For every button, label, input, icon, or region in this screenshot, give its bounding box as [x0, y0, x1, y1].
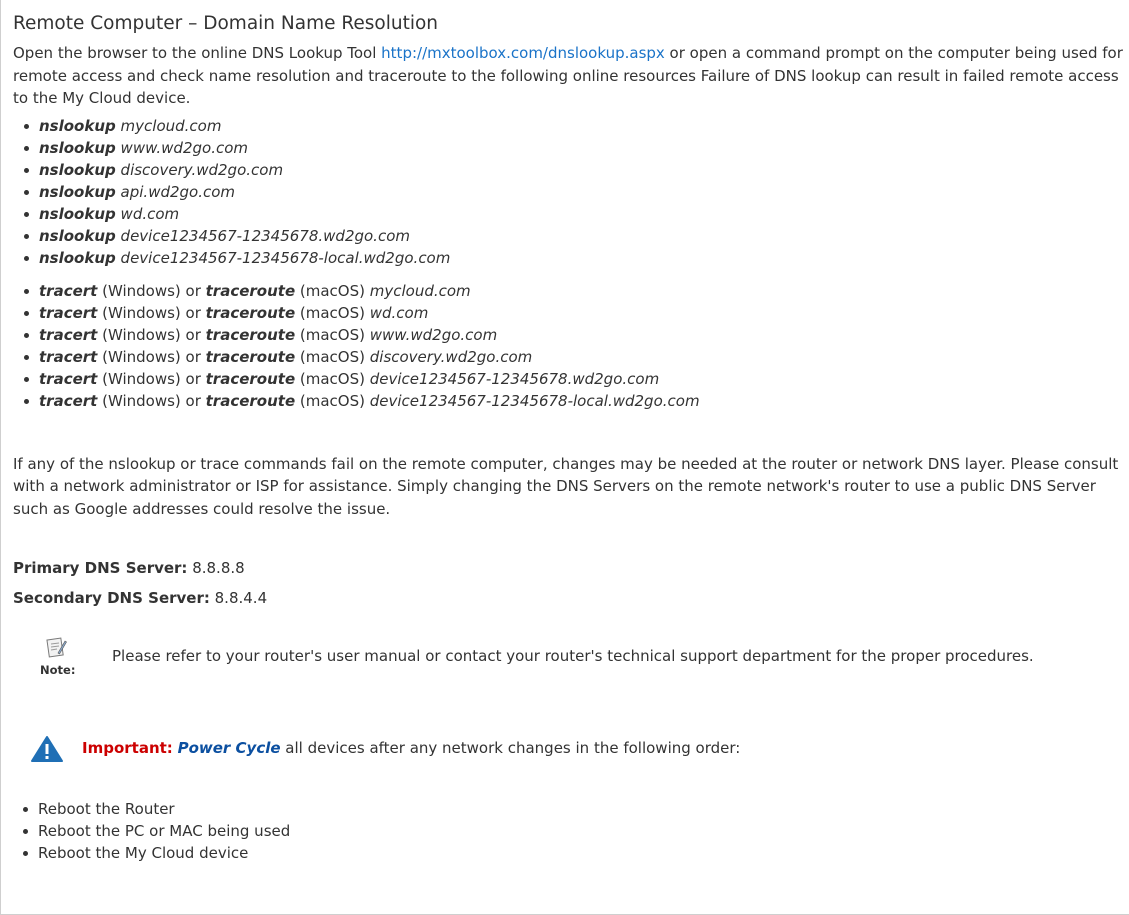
- hostname: device1234567-12345678.wd2go.com: [369, 369, 660, 388]
- primary-dns-label: Primary DNS Server:: [13, 559, 188, 577]
- primary-dns-value: 8.8.8.8: [187, 559, 245, 577]
- traceroute-command: traceroute: [205, 281, 296, 300]
- important-label: Important:: [82, 739, 173, 757]
- list-item: Reboot the PC or MAC being used: [22, 820, 1123, 842]
- article-content: [13, 10, 1123, 864]
- hostname: device1234567-12345678-local.wd2go.com: [120, 248, 451, 267]
- nslookup-command: nslookup: [39, 116, 116, 135]
- dns-lookup-link[interactable]: http://mxtoolbox.com/dnslookup.aspx: [381, 44, 665, 62]
- nslookup-command: nslookup: [39, 138, 116, 157]
- list-item: [23, 159, 1123, 181]
- tracert-command: tracert: [39, 325, 98, 344]
- tracert-command: tracert: [39, 347, 98, 366]
- list-item: [23, 137, 1123, 159]
- hostname: device1234567-12345678.wd2go.com: [120, 226, 410, 245]
- page-title: Remote Computer – Domain Name Resolution: [13, 13, 439, 34]
- macos-label: (macOS): [295, 281, 370, 300]
- list-item: [23, 368, 1123, 390]
- list-item: Reboot the My Cloud device: [22, 842, 1123, 864]
- note-label: Note:: [40, 663, 76, 677]
- list-item: [23, 115, 1123, 137]
- hostname: www.wd2go.com: [120, 138, 248, 157]
- hostname: mycloud.com: [120, 116, 222, 135]
- secondary-dns: [13, 587, 1123, 609]
- hostname: discovery.wd2go.com: [369, 347, 533, 366]
- secondary-dns-label: Secondary DNS Server:: [13, 589, 210, 607]
- windows-label: (Windows) or: [97, 347, 206, 366]
- macos-label: (macOS): [295, 325, 370, 344]
- macos-label: (macOS): [295, 369, 370, 388]
- list-item: [23, 302, 1123, 324]
- hostname: discovery.wd2go.com: [120, 160, 284, 179]
- notepad-icon: [44, 635, 68, 663]
- list-item: [23, 390, 1123, 412]
- important-text: [82, 737, 740, 759]
- list-item: Reboot the Router: [22, 798, 1123, 820]
- note-box: [13, 635, 1123, 683]
- tracert-command: tracert: [39, 281, 98, 300]
- important-box: [13, 733, 1123, 763]
- traceroute-command: traceroute: [205, 369, 296, 388]
- list-item: [23, 181, 1123, 203]
- power-cycle-link[interactable]: Power Cycle: [177, 739, 281, 757]
- primary-dns: [13, 557, 1123, 579]
- nslookup-list: [13, 115, 1123, 269]
- hostname: api.wd2go.com: [120, 182, 236, 201]
- hostname: mycloud.com: [369, 281, 471, 300]
- failure-paragraph: If any of the nslookup or trace commands fail on the remote computer, changes may be needed at the router or network DNS layer. Please consult with a network administrator or ISP for assistance. Simply changing the DNS Servers on the remote network's router to use a public DNS Server such as Google addresses could resolve the issue.: [13, 454, 1119, 518]
- hostname: www.wd2go.com: [369, 325, 498, 344]
- nslookup-command: nslookup: [39, 248, 116, 267]
- hostname: wd.com: [369, 303, 429, 322]
- tracert-command: tracert: [39, 369, 98, 388]
- intro-text-before: Open the browser to the online DNS Lookup Tool: [13, 44, 382, 62]
- windows-label: (Windows) or: [97, 303, 206, 322]
- traceroute-command: traceroute: [205, 391, 296, 410]
- note-text: Please refer to your router's user manual or contact your router's technical support department for the proper procedures.: [112, 647, 1034, 665]
- windows-label: (Windows) or: [97, 325, 206, 344]
- hostname: device1234567-12345678-local.wd2go.com: [369, 391, 700, 410]
- nslookup-command: nslookup: [39, 204, 116, 223]
- tracert-command: tracert: [39, 303, 98, 322]
- intro-paragraph: [13, 42, 1123, 110]
- nslookup-command: nslookup: [39, 226, 116, 245]
- nslookup-command: nslookup: [39, 182, 116, 201]
- reboot-steps-list: [13, 798, 1123, 864]
- important-body: all devices after any network changes in the following order:: [280, 739, 741, 757]
- list-item: [23, 324, 1123, 346]
- macos-label: (macOS): [295, 303, 370, 322]
- list-item: [23, 247, 1123, 269]
- hostname: wd.com: [120, 204, 180, 223]
- traceroute-command: traceroute: [205, 303, 296, 322]
- list-item: [23, 346, 1123, 368]
- secondary-dns-value: 8.8.4.4: [209, 589, 268, 607]
- windows-label: (Windows) or: [97, 281, 206, 300]
- traceroute-command: traceroute: [205, 347, 296, 366]
- list-item: [23, 225, 1123, 247]
- trace-list: [13, 280, 1123, 412]
- windows-label: (Windows) or: [97, 369, 206, 388]
- tracert-command: tracert: [39, 391, 98, 410]
- list-item: [23, 203, 1123, 225]
- warning-icon: [30, 735, 64, 767]
- list-item: [23, 280, 1123, 302]
- macos-label: (macOS): [295, 391, 370, 410]
- traceroute-command: traceroute: [205, 325, 296, 344]
- windows-label: (Windows) or: [97, 391, 206, 410]
- intro-text-after: or open a command prompt on the computer being used for remote access and check name resolution and traceroute to the following online resources Failure of DNS lookup can result in failed remote access to the My Cloud device.: [13, 44, 1123, 107]
- nslookup-command: nslookup: [39, 160, 116, 179]
- macos-label: (macOS): [295, 347, 370, 366]
